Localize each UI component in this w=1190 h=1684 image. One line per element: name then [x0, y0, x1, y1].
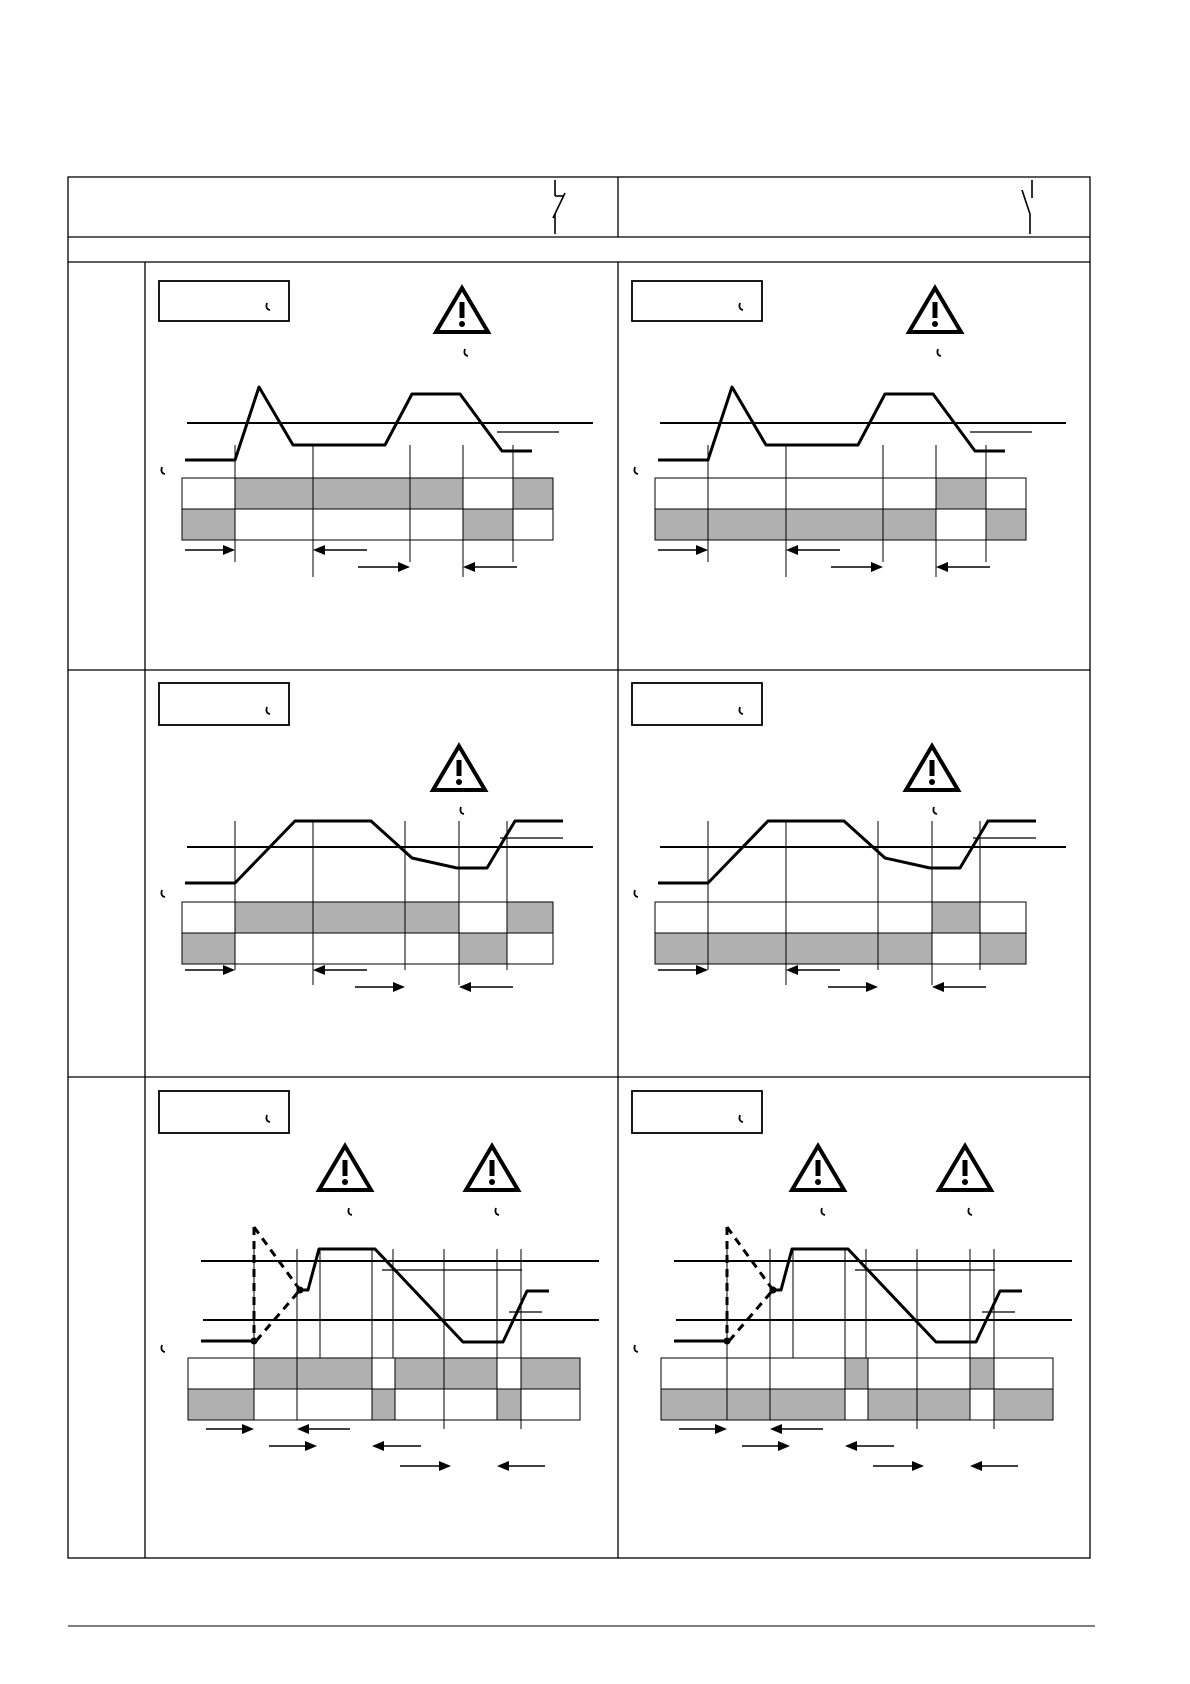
state-cell-r1-c5	[932, 902, 980, 933]
axis-tick	[634, 467, 638, 474]
state-cell-r2-c6	[917, 1389, 970, 1420]
state-cell-r2-c4	[845, 1389, 868, 1420]
axis-tick	[161, 1345, 165, 1352]
arrow-1-head	[696, 545, 708, 555]
warning-dot	[459, 321, 465, 327]
warning-tick	[937, 349, 941, 356]
warning-icon	[433, 746, 485, 790]
state-cell-r1-c4	[883, 478, 936, 509]
arrow-3-head	[866, 982, 878, 992]
signal-trace	[300, 1249, 549, 1342]
warning-bar	[457, 760, 462, 776]
breakpoint	[297, 1287, 304, 1294]
state-cell-r2-c1	[655, 933, 708, 964]
warning-dot	[815, 1179, 821, 1185]
state-cell-r1-c4	[410, 478, 463, 509]
state-cell-r2-c7	[970, 1389, 994, 1420]
state-cell-r2-c2	[727, 1389, 770, 1420]
state-cell-r1-c1	[655, 478, 708, 509]
startup-dashed-fall	[727, 1227, 773, 1290]
state-cell-r1-c8	[994, 1358, 1053, 1389]
arrow-4-head	[936, 562, 948, 572]
state-cell-r1-c1	[661, 1358, 727, 1389]
state-cell-r1-c4	[878, 902, 932, 933]
panel-row1-left	[159, 281, 593, 577]
setpoint-label-box	[632, 281, 762, 321]
state-cell-r2-c1	[182, 933, 235, 964]
state-cell-r1-c3	[297, 1358, 372, 1389]
state-cell-r2-c6	[513, 509, 553, 540]
state-cell-r1-c4	[845, 1358, 868, 1389]
state-cell-r1-c3	[313, 902, 405, 933]
state-cell-r1-c5	[395, 1358, 444, 1389]
state-cell-r2-c6	[980, 933, 1026, 964]
state-cell-r2-c5	[463, 509, 513, 540]
warning-icon-2	[939, 1146, 991, 1190]
warning-bar	[816, 1160, 821, 1176]
state-cell-r1-c6	[980, 902, 1026, 933]
state-cell-r1-c5	[868, 1358, 917, 1389]
arrow-2-head	[313, 545, 325, 555]
warning-tick	[464, 349, 468, 356]
state-cell-r1-c1	[182, 902, 235, 933]
state-cell-r1-c1	[188, 1358, 254, 1389]
warning-bar	[343, 1160, 348, 1176]
warning-tick-2	[495, 1208, 499, 1215]
arrow-1-head	[242, 1424, 254, 1434]
warning-tick	[460, 807, 464, 814]
startup-dashed-rise	[729, 1290, 773, 1341]
setpoint-label-box	[632, 683, 762, 725]
arrow-3-head	[393, 982, 405, 992]
state-cell-r2-c5	[936, 509, 986, 540]
state-cell-r1-c3	[313, 478, 410, 509]
setpoint-label-box	[159, 281, 289, 321]
warning-dot	[929, 779, 935, 785]
arrow-6-head	[497, 1461, 509, 1471]
state-cell-r1-c6	[444, 1358, 497, 1389]
panel-row2-left	[159, 683, 593, 992]
startup-dashed-rise	[256, 1290, 300, 1341]
state-cell-r1-c2	[708, 902, 786, 933]
state-cell-r1-c2	[708, 478, 786, 509]
warning-tick-2	[968, 1208, 972, 1215]
arrow-1-head	[223, 545, 235, 555]
warning-icon-1	[319, 1146, 371, 1190]
state-cell-r2-c1	[182, 509, 235, 540]
no-contact-symbol-icon	[1022, 180, 1032, 234]
arrow-1-head	[696, 965, 708, 975]
warning-icon	[909, 288, 961, 332]
state-cell-r1-c1	[655, 902, 708, 933]
state-cell-r2-c1	[661, 1389, 727, 1420]
state-cell-r2-c5	[395, 1389, 444, 1420]
state-cell-r1-c5	[463, 478, 513, 509]
state-cell-r1-c3	[786, 902, 878, 933]
arrow-3-head	[871, 562, 883, 572]
axis-tick	[161, 467, 165, 474]
warning-icon	[906, 746, 958, 790]
axis-tick	[634, 890, 638, 897]
warning-dot	[932, 321, 938, 327]
arrow-4-head	[459, 982, 471, 992]
state-cell-r2-c1	[188, 1389, 254, 1420]
state-cell-r2-c4	[878, 933, 932, 964]
signal-trace	[185, 821, 563, 883]
state-cell-r2-c4	[883, 509, 936, 540]
state-cell-r2-c4	[410, 509, 463, 540]
state-cell-r1-c1	[182, 478, 235, 509]
warning-icon-2	[466, 1146, 518, 1190]
state-cell-r2-c7	[497, 1389, 521, 1420]
setpoint-label-box	[159, 1091, 289, 1133]
state-cell-r2-c8	[521, 1389, 580, 1420]
state-cell-r1-c7	[970, 1358, 994, 1389]
state-cell-r2-c2	[708, 509, 786, 540]
panel-row2-right	[632, 683, 1066, 992]
warning-bar	[930, 760, 935, 776]
nc-contact-symbol-icon	[553, 180, 565, 234]
state-cell-r2-c3	[770, 1389, 845, 1420]
arrow-2-head	[313, 965, 325, 975]
setpoint-label-box	[632, 1091, 762, 1133]
state-cell-r1-c2	[235, 478, 313, 509]
state-cell-r1-c3	[786, 478, 883, 509]
state-cell-r1-c6	[507, 902, 553, 933]
state-cell-r2-c2	[235, 509, 313, 540]
state-cell-r1-c4	[405, 902, 459, 933]
state-cell-r1-c7	[497, 1358, 521, 1389]
state-cell-r2-c3	[786, 509, 883, 540]
warning-bar	[460, 302, 465, 318]
warning-dot	[962, 1179, 968, 1185]
state-cell-r2-c2	[254, 1389, 297, 1420]
arrow-3-head	[778, 1441, 790, 1451]
warning-dot	[342, 1179, 348, 1185]
state-cell-r1-c2	[254, 1358, 297, 1389]
warning-bar	[933, 302, 938, 318]
panels-layer	[159, 281, 1072, 1471]
arrow-3-head	[398, 562, 410, 572]
state-cell-r1-c5	[459, 902, 507, 933]
state-cell-r2-c3	[786, 933, 878, 964]
arrow-5-head	[439, 1461, 451, 1471]
state-cell-r2-c3	[313, 933, 405, 964]
signal-trace	[658, 821, 1036, 883]
arrow-2-head	[786, 965, 798, 975]
arrow-4-head	[845, 1441, 857, 1451]
arrow-1-head	[715, 1424, 727, 1434]
axis-tick	[161, 890, 165, 897]
state-cell-r2-c8	[994, 1389, 1053, 1420]
state-cell-r2-c1	[655, 509, 708, 540]
arrow-1-head	[223, 965, 235, 975]
warning-tick-1	[821, 1208, 825, 1215]
state-cell-r2-c4	[372, 1389, 395, 1420]
state-cell-r2-c3	[297, 1389, 372, 1420]
warning-tick	[933, 807, 937, 814]
panel-row3-left	[159, 1091, 599, 1471]
arrow-2-head	[770, 1424, 782, 1434]
arrow-4-head	[372, 1441, 384, 1451]
state-cell-r2-c5	[868, 1389, 917, 1420]
state-cell-r1-c2	[727, 1358, 770, 1389]
state-cell-r2-c2	[708, 933, 786, 964]
state-cell-r2-c6	[507, 933, 553, 964]
state-cell-r2-c6	[444, 1389, 497, 1420]
state-cell-r1-c3	[770, 1358, 845, 1389]
state-cell-r1-c6	[986, 478, 1026, 509]
axis-tick	[634, 1345, 638, 1352]
panel-row3-right	[632, 1091, 1072, 1471]
warning-icon-1	[792, 1146, 844, 1190]
panel-row1-right	[632, 281, 1066, 577]
arrow-2-head	[786, 545, 798, 555]
startup-dashed-fall	[254, 1227, 300, 1290]
state-cell-r2-c6	[986, 509, 1026, 540]
warning-dot	[489, 1179, 495, 1185]
state-cell-r2-c3	[313, 509, 410, 540]
setpoint-label-box	[159, 683, 289, 725]
arrow-5-head	[912, 1461, 924, 1471]
arrow-4-head	[932, 982, 944, 992]
breakpoint	[770, 1287, 777, 1294]
state-cell-r1-c2	[235, 902, 313, 933]
state-cell-r2-c2	[235, 933, 313, 964]
state-cell-r1-c5	[936, 478, 986, 509]
warning-dot	[456, 779, 462, 785]
signal-trace	[773, 1249, 1022, 1342]
state-cell-r1-c6	[513, 478, 553, 509]
warning-icon	[436, 288, 488, 332]
arrow-4-head	[463, 562, 475, 572]
state-cell-r2-c4	[405, 933, 459, 964]
arrow-6-head	[970, 1461, 982, 1471]
arrow-3-head	[305, 1441, 317, 1451]
state-cell-r1-c4	[372, 1358, 395, 1389]
state-cell-r1-c8	[521, 1358, 580, 1389]
warning-bar	[963, 1160, 968, 1176]
warning-bar	[490, 1160, 495, 1176]
warning-tick-1	[348, 1208, 352, 1215]
state-cell-r1-c6	[917, 1358, 970, 1389]
arrow-2-head	[297, 1424, 309, 1434]
state-cell-r2-c5	[459, 933, 507, 964]
state-cell-r2-c5	[932, 933, 980, 964]
